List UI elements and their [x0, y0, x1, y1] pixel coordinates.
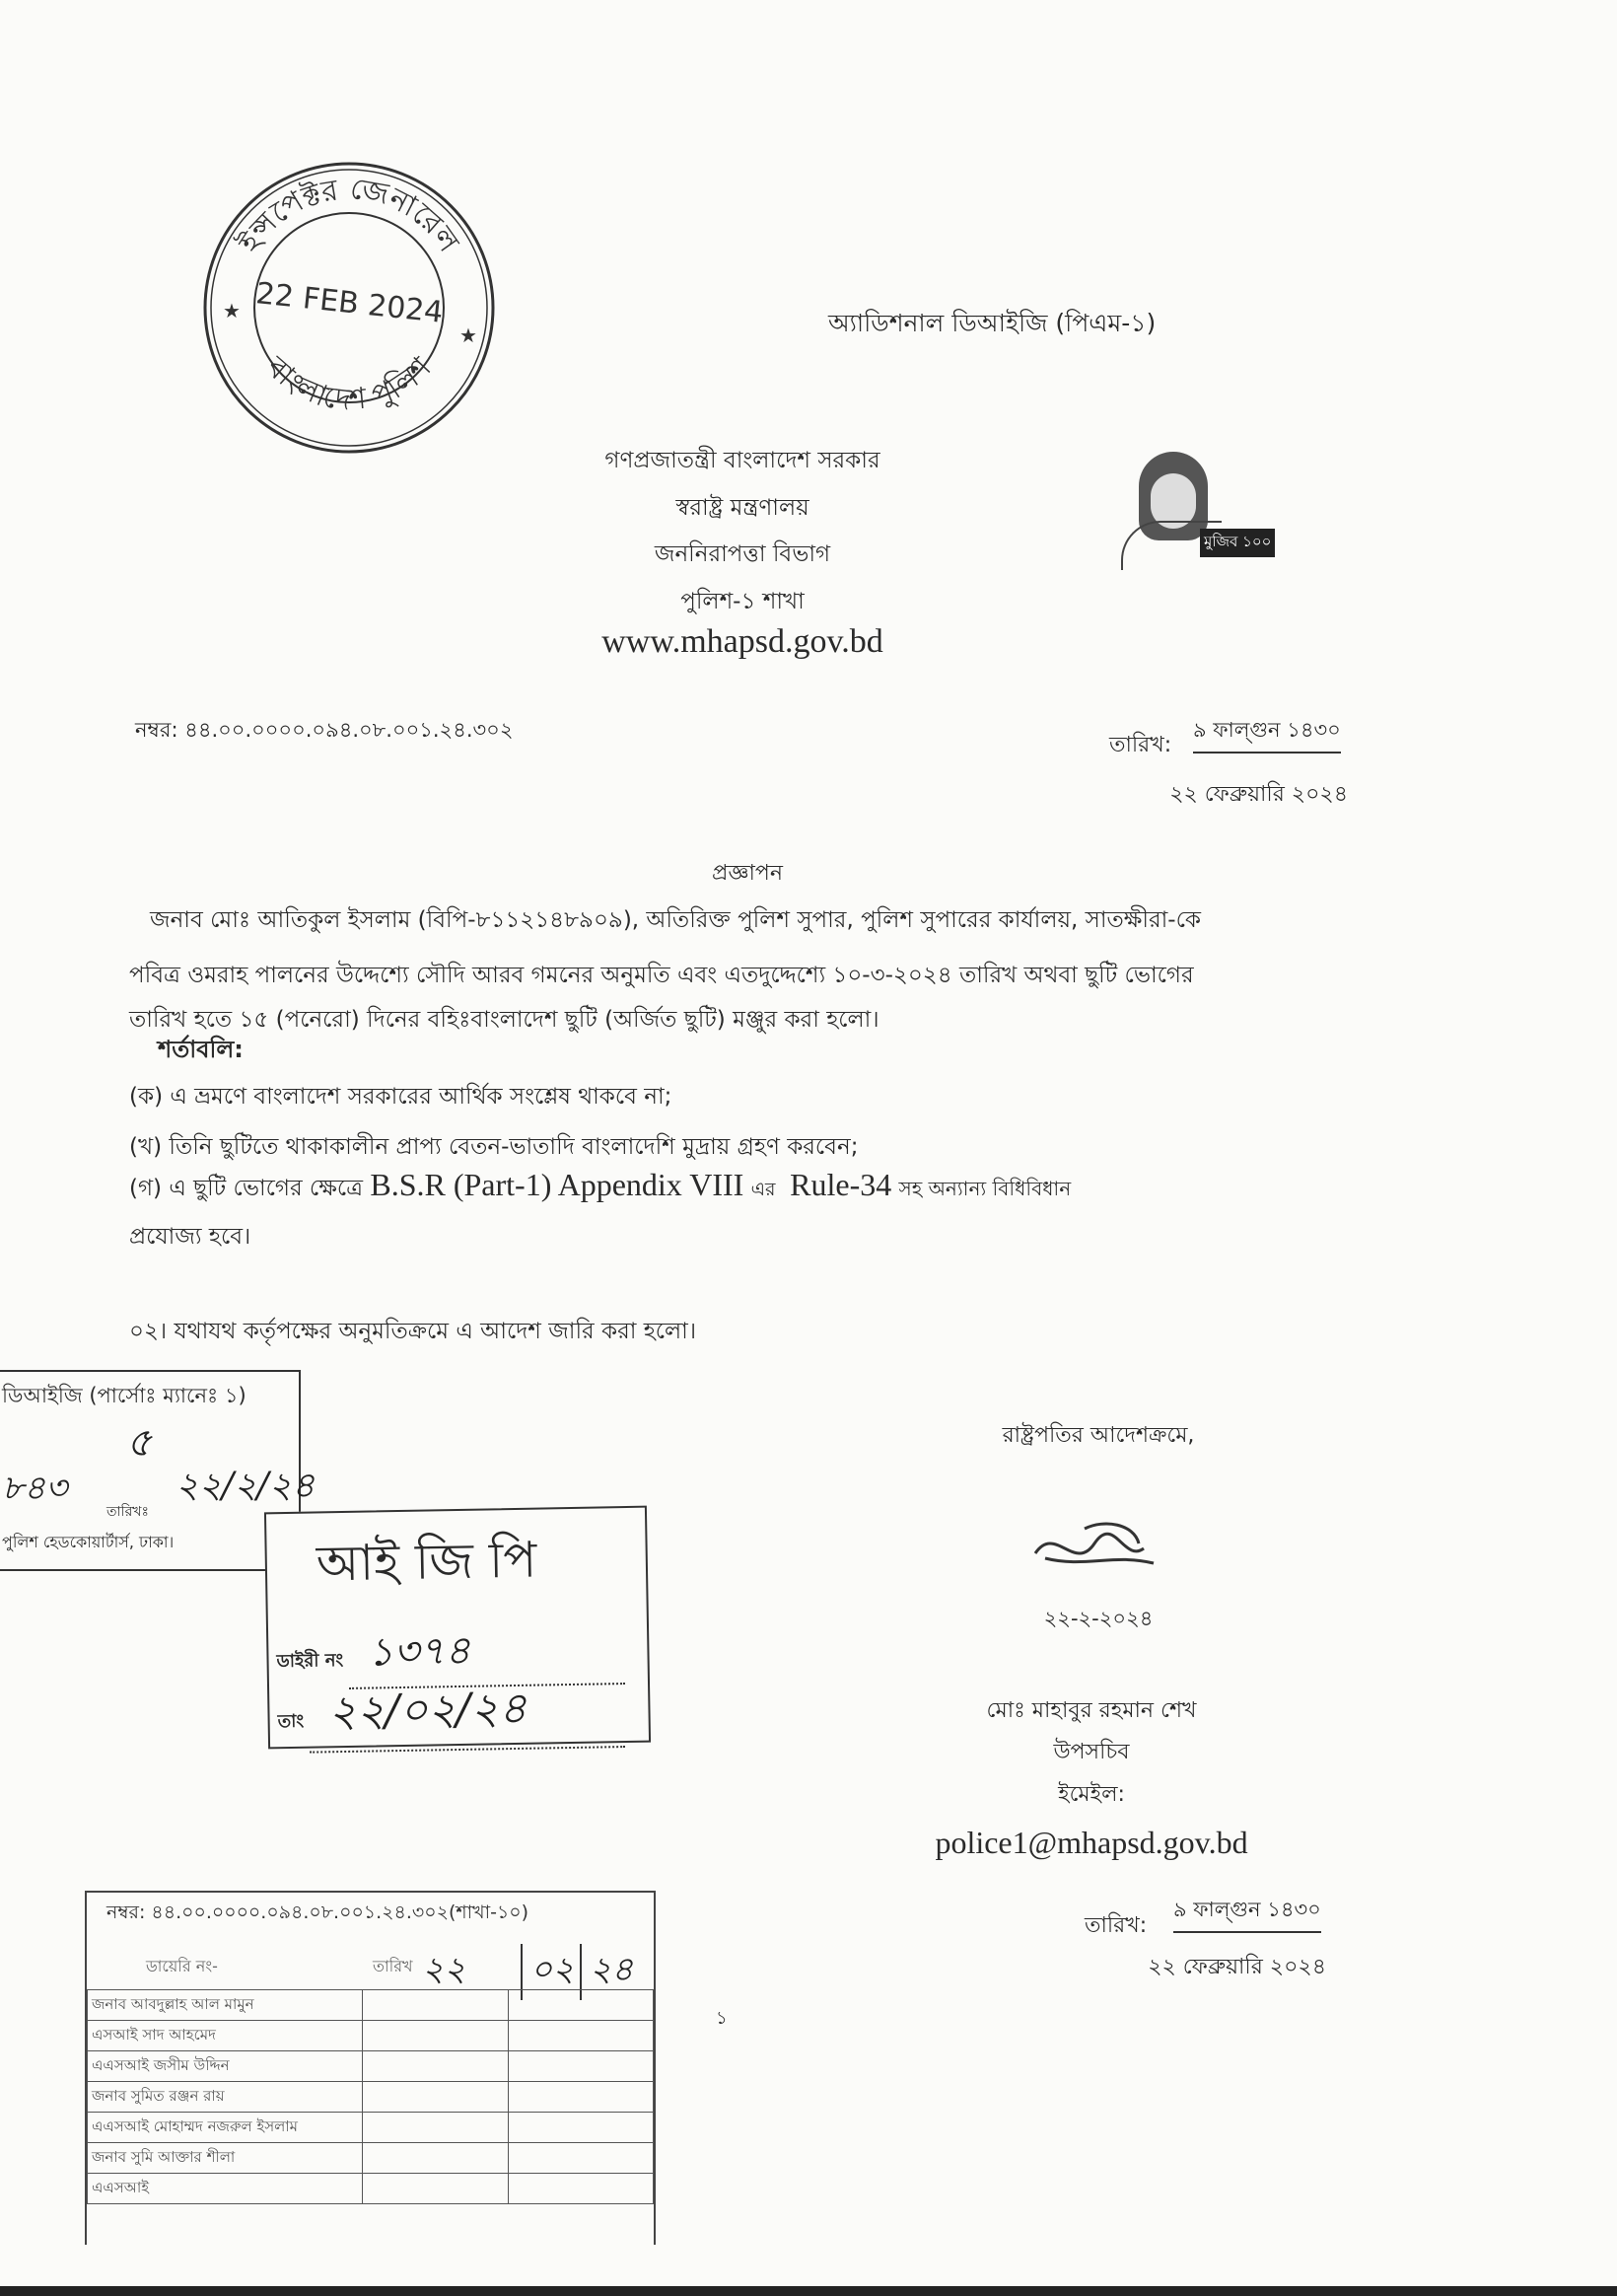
routing-cell [363, 2021, 509, 2051]
routing-table [85, 1891, 656, 2245]
condition-c-prefix: (গ) এ ছুটি ভোগের ক্ষেত্রে [129, 1176, 364, 1201]
routing-cell [363, 1990, 509, 2021]
routing-row [88, 2143, 654, 2174]
paragraph-02: ০২। যথাযথ কর্তৃপক্ষের অনুমতিক্রমে এ আদেশ জারি করা হলো। [129, 1319, 697, 1344]
condition-c-line2: প্রযোজ্য হবে। [129, 1224, 251, 1250]
routing-date-day: ২২ [422, 1950, 466, 1989]
diary-number: ১৩৭৪ [348, 1616, 625, 1689]
addressee: অ্যাডিশনাল ডিআইজি (পিএম-১) [828, 309, 1157, 337]
routing-row [88, 2021, 654, 2051]
memo-number: নম্বর: ৪৪.০০.০০০০.০৯৪.০৮.০০১.২৪.৩০২ [135, 718, 514, 742]
stamp-handdate: ২২/২/২৪ [176, 1466, 316, 1506]
routing-row [88, 1990, 654, 2021]
routing-diary-label: ডায়েরি নং- [146, 1957, 218, 1975]
condition-b: (খ) তিনি ছুটিতে থাকাকালীন প্রাপ্য বেতন-ভাতাদি বাংলাদেশি মুদ্রায় গ্রহণ করবেন; [129, 1134, 859, 1160]
routing-cell [508, 2051, 654, 2082]
condition-c-suffix: সহ অন্যান্য বিধিবিধান [898, 1177, 1072, 1200]
seal-bottom-text: বাংলাদেশ পুলিশ [259, 349, 439, 418]
routing-row [88, 2082, 654, 2113]
condition-c [129, 1167, 1071, 1208]
email-link[interactable]: police1@mhapsd.gov.bd [935, 1825, 1248, 1860]
routing-recipient: এএসআই [88, 2174, 363, 2204]
signatory-designation: উপসচিব [1053, 1740, 1130, 1764]
signature-scribble [1025, 1514, 1163, 1583]
routing-recipient: জনাব সুমিত রঞ্জন রায় [88, 2082, 363, 2113]
letterhead-ministry: স্বরাষ্ট্র মন্ত্রণালয় [675, 495, 809, 521]
seal-top-text: ইন্সপেক্টর জেনারেল [232, 171, 466, 259]
date2-label: তারিখ: [1085, 1913, 1148, 1938]
routing-cell [363, 2174, 509, 2204]
igp-title: আই জি পি [316, 1531, 537, 1593]
svg-text:ইন্সপেক্টর জেনারেল [232, 172, 466, 259]
body-line: তারিখ হতে ১৫ (পনেরো) দিনের বহিঃবাংলাদেশ ছুটি (অর্জিত ছুটি) মঞ্জুর করা হলো। [129, 1007, 879, 1033]
routing-cell [363, 2082, 509, 2113]
mujib-100-logo [1121, 452, 1294, 568]
letterhead-division: জননিরাপত্তা বিভাগ [654, 541, 831, 567]
star-icon: ★ [459, 323, 477, 347]
stamp-title: ডিআইজি (পার্সোঃ ম্যানেঃ ১) [2, 1384, 246, 1407]
seal-date: 22 FEB 2024 [253, 276, 445, 330]
routing-cell [508, 2174, 654, 2204]
diary-date: ২২/০২/২৪ [308, 1674, 624, 1754]
stamp-number: ৮৪৩ [2, 1469, 68, 1508]
letterhead-branch: পুলিশ-১ শাখা [680, 589, 805, 614]
body-line: জনাব মোঃ আতিকুল ইসলাম (বিপি-৮১১২১৪৮৯০৯), অতিরিক্ত পুলিশ সুপার, পুলিশ সুপারের কার্যালয়, সাতক্ষীরা-কে [150, 907, 1202, 933]
routing-date-year: ২৪ [580, 1944, 633, 2000]
condition-c-rule2: Rule-34 [790, 1167, 892, 1202]
star-icon: ★ [223, 299, 241, 323]
condition-c-rule1: B.S.R (Part-1) Appendix VIII [370, 1167, 744, 1202]
by-order-of-president: রাষ্ট্রপতির আদেশক্রমে, [1002, 1423, 1195, 1448]
date2-bangla: ৯ ফাল্গুন ১৪৩০ [1173, 1894, 1321, 1933]
routing-cell [508, 2113, 654, 2143]
routing-cell [508, 2082, 654, 2113]
diary-label: ডাইরী নং [276, 1650, 344, 1673]
notification-title: প্রজ্ঞাপন [712, 861, 783, 886]
condition-c-mid: এর [750, 1179, 776, 1200]
body-line: পবিত্র ওমরাহ পালনের উদ্দেশ্যে সৌদি আরব গমনের অনুমতি এবং এতদুদ্দেশ্যে ১০-৩-২০২৪ তারিখ অথবা ছুটি ভোগের [129, 963, 1194, 988]
routing-row [88, 2174, 654, 2204]
scan-edge [0, 2286, 1617, 2296]
routing-recipient: জনাব সুমি আক্তার শীলা [88, 2143, 363, 2174]
routing-row [88, 2113, 654, 2143]
routing-cell [363, 2143, 509, 2174]
stamp-place: পুলিশ হেডকোয়ার্টার্স, ঢাকা। [2, 1533, 175, 1551]
date2-english: ২২ ফেব্রুয়ারি ২০২৪ [1148, 1955, 1326, 1979]
logo-text: মুজিব ১০০ [1200, 529, 1275, 557]
conditions-heading: শর্তাবলি: [158, 1036, 244, 1063]
routing-header: নম্বর: ৪৪.০০.০০০০.০৯৪.০৮.০০১.২৪.৩০২(শাখা-১০) [106, 1901, 529, 1923]
date-bangla: ৯ ফাল্গুন ১৪৩০ [1193, 714, 1341, 753]
routing-recipient: জনাব আবদুল্লাহ আল মামুন [88, 1990, 363, 2021]
letterhead-government: গণপ্রজাতন্ত্রী বাংলাদেশ সরকার [604, 448, 880, 473]
stamp-date-label: তারিখঃ [106, 1504, 149, 1520]
diary-date-label: তাং [277, 1710, 305, 1733]
routing-cell [363, 2051, 509, 2082]
routing-recipient: এসআই সাদ আহমেদ [88, 2021, 363, 2051]
igp-diary-stamp [264, 1506, 651, 1750]
routing-row [88, 2051, 654, 2082]
condition-a: (ক) এ ভ্রমণে বাংলাদেশ সরকারের আর্থিক সংশ্লেষ থাকবে না; [129, 1084, 672, 1110]
date-label: তারিখ: [1109, 733, 1172, 757]
routing-cell [363, 2113, 509, 2143]
routing-cell [508, 2143, 654, 2174]
email-label: ইমেইল: [1058, 1782, 1125, 1807]
dig-received-stamp [0, 1370, 316, 1571]
svg-text:বাংলাদেশ পুলিশ [258, 349, 439, 417]
routing-recipient: এএসআই জসীম উদ্দিন [88, 2051, 363, 2082]
page-number: ১ [716, 2008, 728, 2029]
signatory-name: মোঃ মাহাবুর রহমান শেখ [986, 1698, 1197, 1723]
routing-date-month: ০২ [521, 1944, 574, 2000]
routing-cell [508, 2021, 654, 2051]
date-english: ২২ ফেব্রুয়ারি ২০২৪ [1169, 782, 1348, 807]
letterhead-website: www.mhapsd.gov.bd [601, 623, 883, 660]
routing-date-label: তারিখ [373, 1957, 413, 1975]
routing-recipient: এএসআই মোহাম্মদ নজরুল ইসলাম [88, 2113, 363, 2143]
ig-police-seal [201, 160, 497, 456]
routing-cell [508, 1990, 654, 2021]
signed-date: ২২-২-২০২৪ [1043, 1607, 1154, 1630]
stamp-mark: ৫ [126, 1420, 152, 1466]
